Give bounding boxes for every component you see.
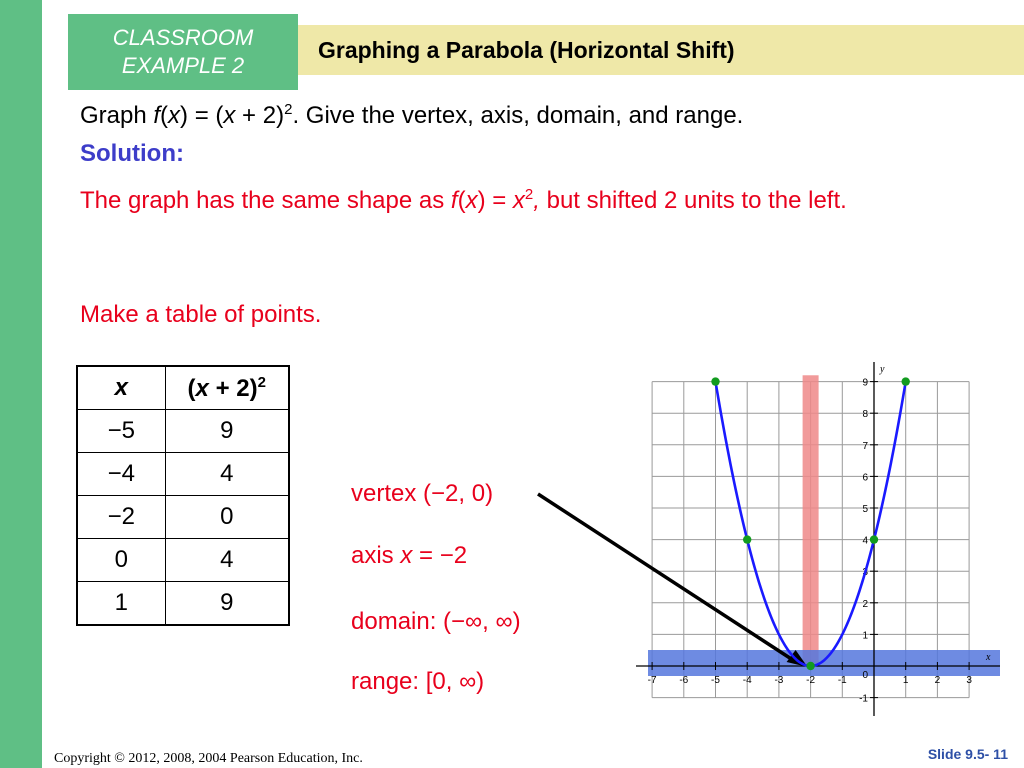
cell-x: −5 [77,410,165,453]
cell-y: 9 [165,410,289,453]
cell-y: 0 [165,496,289,539]
s-comma: , [533,187,540,214]
table-instruction: Make a table of points. [80,301,322,328]
q-text-5: . Give the vertex, axis, domain, and range. [292,102,744,129]
x-tick-label: 3 [966,675,972,686]
y-tick-label: 7 [862,440,868,452]
axis-label-var: x [400,542,413,569]
s-text-4: but shifted 2 units to the left. [539,187,847,214]
plotted-point [743,535,751,543]
cell-x: −2 [77,496,165,539]
solution-label: Solution: [80,140,184,167]
y-tick-label: 1 [862,630,868,642]
plotted-point [902,377,910,385]
header-y-var: x [195,374,209,402]
domain-label: domain: (−∞, ∞) [351,608,521,635]
header-x-text: x [114,374,128,401]
copyright-text: Copyright © 2012, 2008, 2004 Pearson Education, Inc. [54,751,363,766]
q-var-1: x [168,102,181,129]
x-tick-label: 1 [902,675,909,686]
slide-number: Slide 9.5- 11 [927,746,1008,762]
axis-label-suffix: = −2 [412,542,468,569]
s-text-1: The graph has the same shape as [80,187,451,214]
axis-of-symmetry-band [803,375,819,666]
y-axis-label: y [880,364,885,375]
x-tick-label: -4 [742,675,752,686]
y-tick-label: 9 [862,377,868,389]
s-text-2: ( [457,187,466,214]
x-axis-label: x [986,652,991,663]
cell-x: 1 [77,582,165,626]
y-tick-label: 8 [862,409,868,421]
cell-x: 0 [77,539,165,582]
axis-label-prefix: axis [351,542,401,569]
q-exponent: 2 [284,101,293,118]
y-tick-label: 6 [862,472,868,484]
x-tick-label: -3 [774,675,784,686]
range-label: range: [0, ∞) [351,668,485,695]
s-text-3: ) = [477,187,513,214]
s-func: f [450,187,458,214]
y-tick-label: -1 [859,693,868,705]
x-tick-label: -6 [679,675,689,686]
q-text-1: Graph [80,102,154,129]
cell-x: −4 [77,453,165,496]
header-y-exponent: 2 [257,373,266,391]
y-tick-label: 2 [862,598,868,610]
range-band [648,650,1000,676]
cell-y: 9 [165,582,289,626]
header-y-rest: + 2) [208,374,258,402]
y-tick-label: 4 [862,535,868,547]
badge-line-1: CLASSROOM [112,25,254,50]
plotted-point [711,377,719,385]
x-tick-label: 2 [934,675,941,686]
x-tick-label: -5 [711,675,720,686]
cell-y: 4 [165,539,289,582]
y-tick-label: 3 [862,567,868,579]
badge-line-2: EXAMPLE 2 [121,53,245,78]
s-var-2: x [512,187,525,214]
q-func: f [153,102,161,129]
x-tick-label: -1 [837,675,847,686]
slide-title: Graphing a Parabola (Horizontal Shift) [318,36,735,63]
x-tick-label: -2 [806,675,816,686]
q-var-2: x [223,102,236,129]
s-var-1: x [465,187,478,214]
q-text-4: + 2) [235,102,285,129]
y-tick-label: 5 [862,504,868,515]
q-text-3: ) = ( [180,102,224,129]
q-text-2: ( [160,102,169,129]
plotted-point [870,535,878,543]
plotted-point [806,662,814,670]
x-tick-label: -7 [647,675,657,686]
cell-y: 4 [165,453,289,496]
s-exponent: 2 [524,186,534,203]
origin-label: 0 [862,670,868,681]
vertex-label: vertex (−2, 0) [351,480,494,507]
header-y-open: ( [187,374,196,402]
